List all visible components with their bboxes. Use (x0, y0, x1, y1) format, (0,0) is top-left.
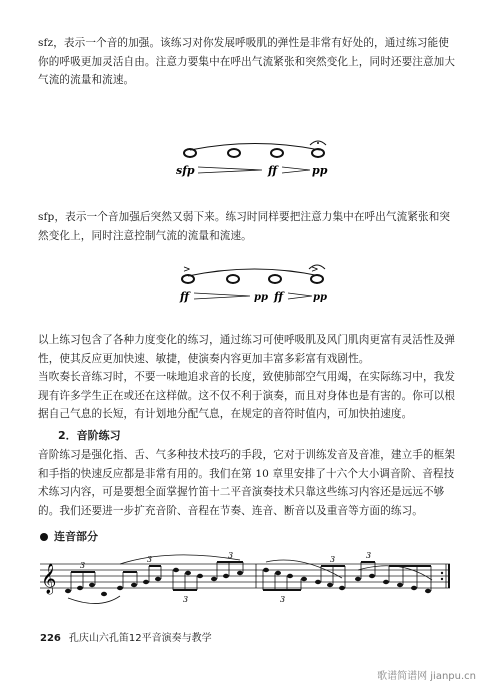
music-example-ff-pp (0, 258, 484, 320)
dynamic-ff: ff (180, 290, 190, 303)
book-title: 孔庆山六孔笛12平音演奏与教学 (68, 633, 212, 644)
dynamic-pp: pp (313, 292, 327, 303)
triplet-number: 3 (228, 551, 234, 560)
whole-note (311, 275, 323, 283)
staff-lines (40, 564, 450, 588)
slur (190, 144, 320, 151)
triplet-number: 3 (280, 595, 286, 604)
decrescendo-hairpin (288, 293, 312, 299)
section-heading: 2．音阶练习 (58, 429, 121, 442)
page-footer (40, 629, 212, 644)
decrescendo-hairpin (282, 167, 310, 173)
subsection-heading-text: 连音部分 (54, 530, 98, 543)
treble-clef-icon: 𝄞 (41, 564, 57, 594)
subsection-heading (40, 528, 98, 544)
paragraph-sfp: sfp，表示一个音加强后突然又弱下来。练习时同样要把注意力集中在呼出气流紧张和突然变化上，同时注意控制气流的流量和流速。 (38, 211, 451, 242)
page-number: 226 (40, 633, 61, 644)
triplet-number: 3 (330, 555, 336, 564)
repeat-dot (441, 578, 443, 580)
slur (188, 269, 320, 276)
paragraph-summary: 以上练习包含了各种力度变化的练习，通过练习可使呼吸肌及风门肌肉更富有灵活性及弹性，使其反应更加快速、敏捷，使演奏内容更加丰富多彩富有戏剧性。 (38, 334, 456, 365)
accent-mark: > (311, 265, 319, 275)
dynamic-pp: pp (254, 292, 268, 303)
triplet-number: 3 (80, 561, 86, 570)
paragraph-long-tone: 当吹奏长音练习时，不要一味地追求音的长度，致使肺部空气用竭，在实际练习中，我发现有许多学生正在或还在这样做。这不仅不利于演奏，而且对身体也是有害的。你可以根据自己气息的长短，有计划地分配气息，在规定的音符时值内，可加快拍速度。 (38, 371, 456, 420)
decrescendo-hairpin (194, 293, 250, 299)
triplet-number: 3 (366, 551, 372, 560)
whole-note (271, 149, 283, 157)
dynamic-ff: ff (268, 164, 278, 177)
whole-note (227, 275, 239, 283)
watermark: 歌谱简谱网 jianpu.cn (377, 671, 476, 682)
paragraph-sfz: sfz，表示一个音的加强。该练习对你发展呼吸肌的弹性是非常有好处的，通过练习能使你的呼吸更加灵活自由。注意力要集中在呼出气流紧张和突然变化上，同时还要注意加大气流的流量和流速。 (38, 37, 456, 86)
dynamic-pp: pp (312, 164, 328, 177)
fermata-dot (317, 142, 319, 144)
paragraph-scale: 音阶练习是强化指、舌、气多种技术技巧的手段，它对于训练发音及音准，建立手的框架和手指的快速反应都是非常有用的。我们在第 10 章里安排了十六个大小调音阶、音程技术练习内容，可是要想全面掌握竹笛十二平音演奏技术只靠这些练习内容还是远远不够的。我们还要进一步扩充音阶、音程在节奏、连音、断音以及重音等方面的练习。 (38, 449, 456, 517)
whole-note (184, 149, 196, 157)
triplet-number: 3 (147, 555, 153, 564)
bullet-icon (40, 533, 48, 541)
whole-note (182, 275, 194, 283)
dynamic-ff: ff (274, 290, 284, 303)
whole-note (269, 275, 281, 283)
music-staff (0, 550, 484, 620)
whole-note (312, 149, 324, 157)
music-example-sfp (0, 135, 484, 195)
repeat-dot (441, 572, 443, 574)
accent-mark: > (183, 265, 191, 275)
dynamic-sfp: sfp (176, 164, 195, 177)
triplet-number: 3 (183, 595, 189, 604)
whole-note (228, 149, 240, 157)
decrescendo-hairpin (198, 167, 262, 173)
